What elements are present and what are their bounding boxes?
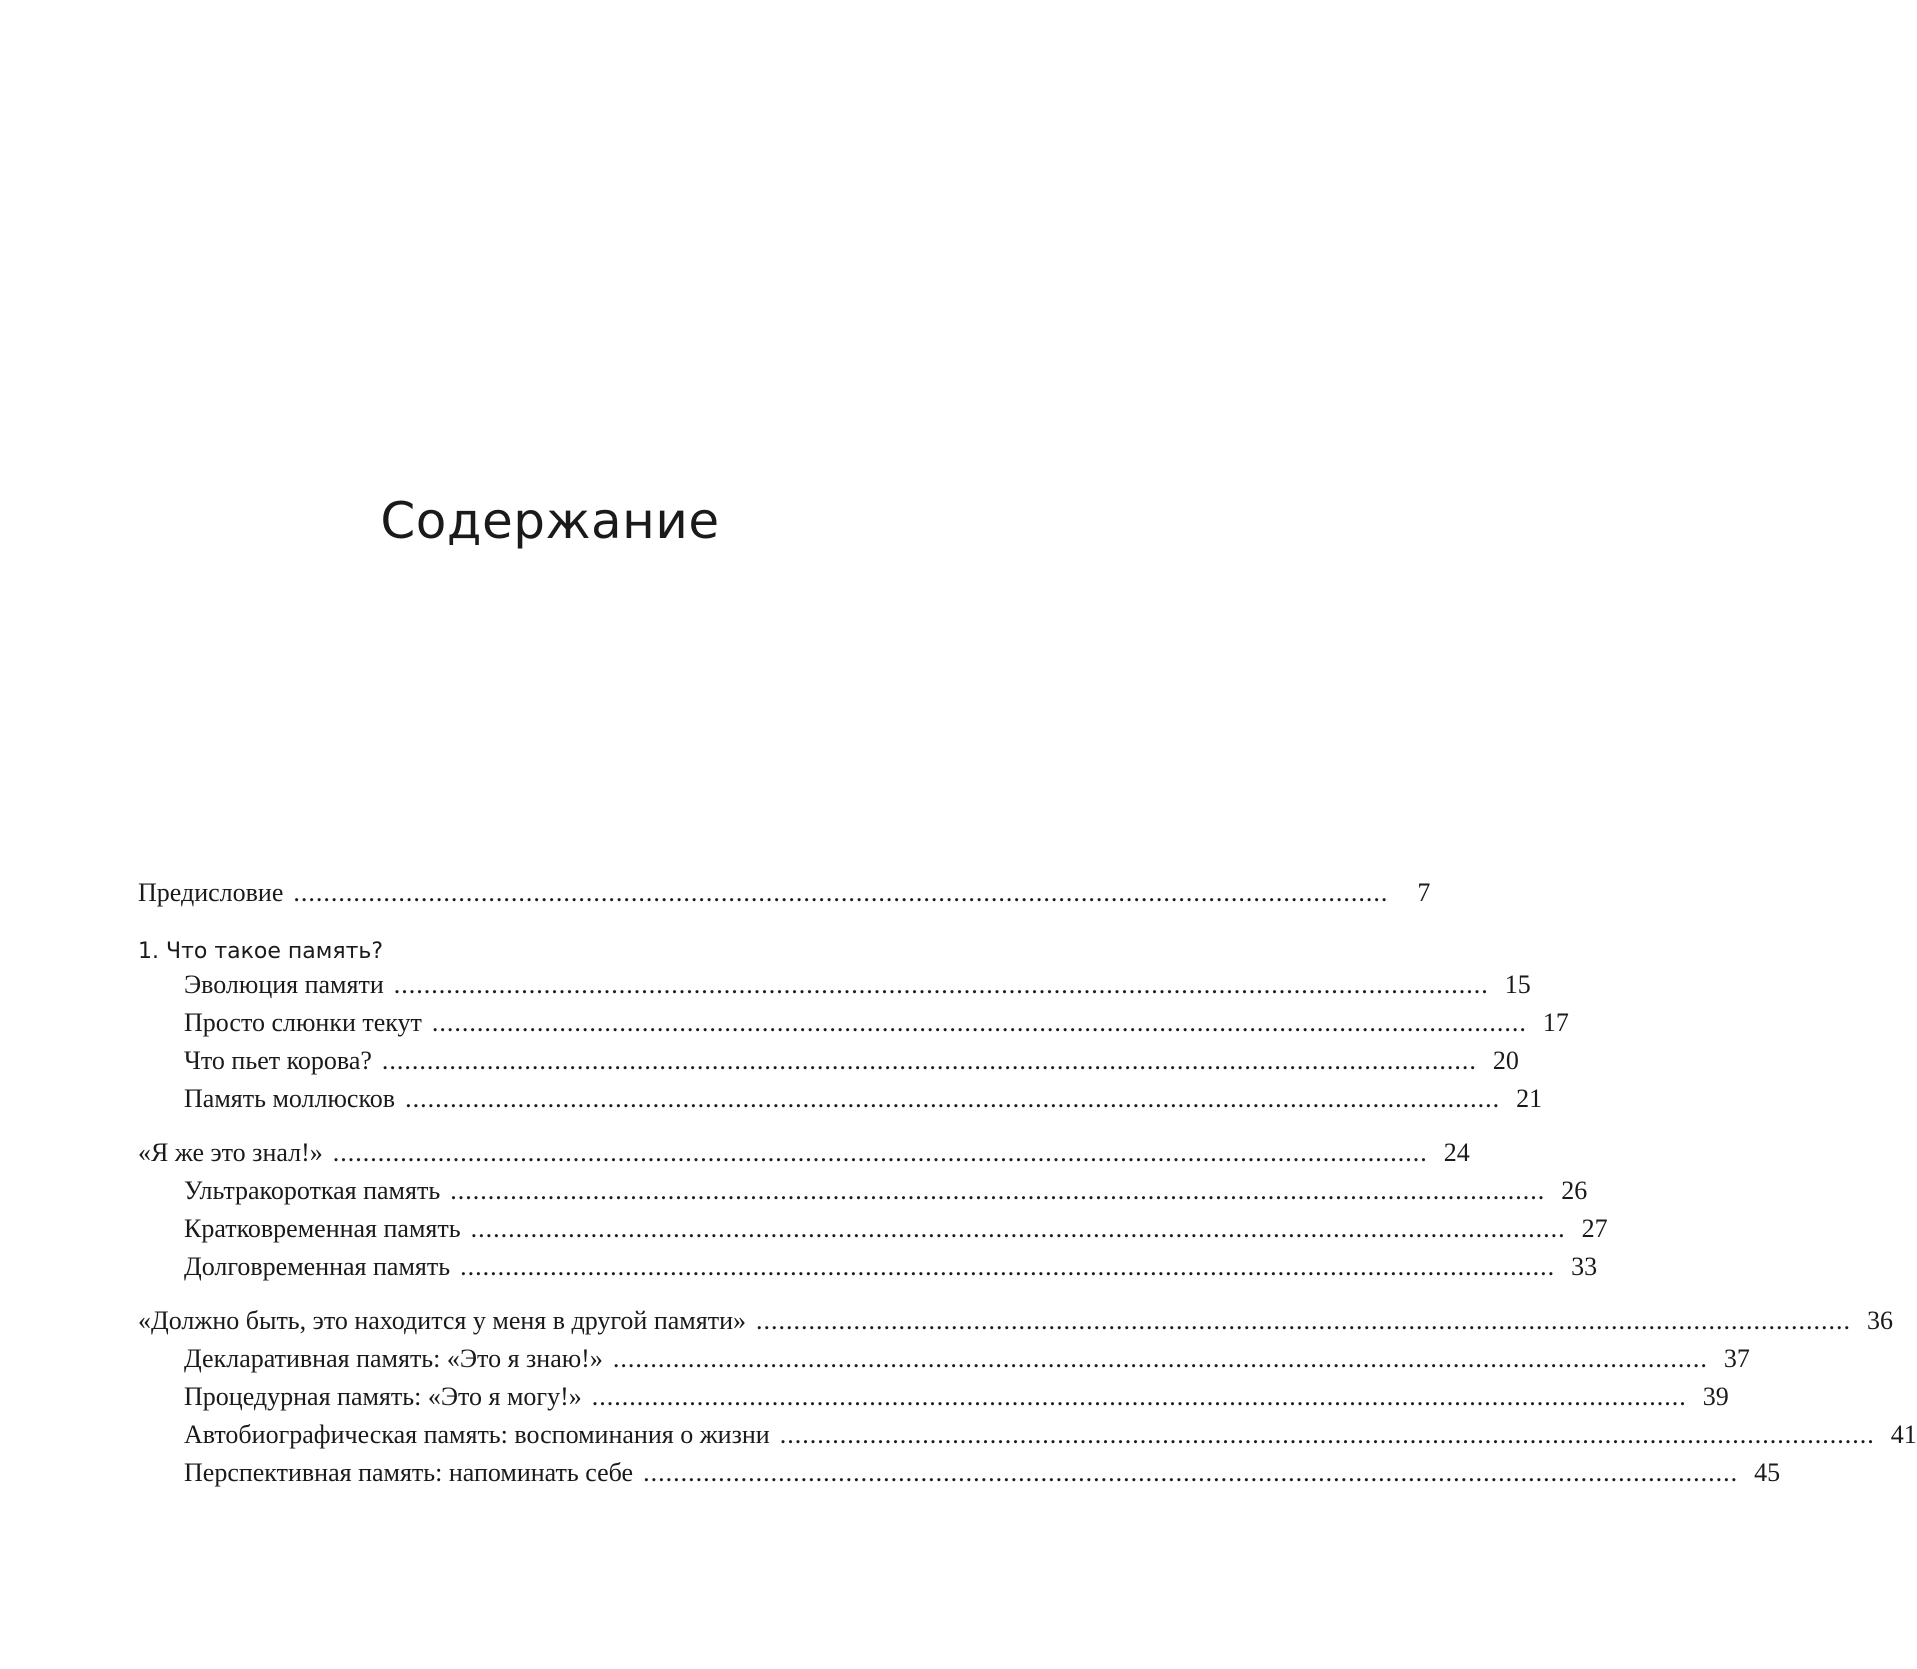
toc-entry[interactable] — [138, 1046, 1519, 1084]
toc-entry-page: 26 — [1561, 1176, 1588, 1205]
toc-entry[interactable] — [138, 1138, 1470, 1176]
toc-entry-page: 33 — [1571, 1252, 1598, 1281]
dot-leader: .................................................................................................................................................. — [450, 1176, 1546, 1205]
toc-entry-page: 37 — [1723, 1344, 1750, 1373]
toc-entry[interactable] — [138, 1420, 1917, 1458]
toc-entry[interactable] — [138, 1176, 1588, 1214]
toc-entry-page: 36 — [1866, 1306, 1893, 1335]
toc-entry-label: Долговременная память — [184, 1252, 451, 1281]
dot-leader: .................................................................................................................................................. — [332, 1138, 1428, 1167]
dot-leader: .................................................................................................................................................. — [431, 1008, 1527, 1037]
toc-entry-label: «Я же это знал!» — [138, 1138, 323, 1167]
toc-entry[interactable] — [138, 1084, 1543, 1122]
chapter-heading: 1. Что такое память? — [138, 938, 384, 964]
toc-entry[interactable] — [138, 1458, 1781, 1496]
toc-entry-label: Автобиографическая память: воспоминания о жизни — [184, 1420, 770, 1449]
dot-leader: .................................................................................................................................................. — [470, 1214, 1566, 1243]
toc-entry-page: 20 — [1492, 1046, 1519, 1075]
toc-entry-page: 7 — [1417, 878, 1431, 907]
dot-leader: .................................................................................................................................................. — [779, 1420, 1875, 1449]
dot-leader: .................................................................................................................................................. — [393, 970, 1489, 999]
toc-entry[interactable] — [138, 1306, 1893, 1344]
toc-entry-label: Ультракороткая память — [184, 1176, 441, 1205]
dot-leader: .................................................................................................................................................. — [460, 1252, 1556, 1281]
toc-entry[interactable] — [138, 1008, 1569, 1046]
page-title: Содержание — [380, 492, 720, 550]
toc-group-chapter-1 — [138, 932, 1569, 1122]
table-of-contents — [138, 878, 1917, 1496]
toc-group-preface — [138, 878, 1431, 916]
toc-entry[interactable] — [138, 1344, 1750, 1382]
dot-leader: .................................................................................................................................................. — [405, 1084, 1501, 1113]
toc-group-section-2 — [138, 1138, 1608, 1290]
dot-leader: .................................................................................................................................................. — [643, 1458, 1739, 1487]
toc-entry-page: 24 — [1443, 1138, 1470, 1167]
toc-entry-label: Кратковременная память — [184, 1214, 461, 1243]
toc-entry[interactable] — [138, 1252, 1598, 1290]
dot-leader: .................................................................................................................................................. — [755, 1306, 1851, 1335]
toc-entry-label: Просто слюнки текут — [184, 1008, 422, 1037]
toc-entry-page: 41 — [1890, 1420, 1917, 1449]
dot-leader: .................................................................................................................................................. — [293, 878, 1389, 907]
toc-entry-label: Перспективная память: напоминать себе — [184, 1458, 634, 1487]
toc-entry-page: 17 — [1542, 1008, 1569, 1037]
toc-entry-page: 21 — [1516, 1084, 1543, 1113]
toc-entry[interactable] — [138, 1382, 1729, 1420]
toc-entry-label: «Должно быть, это находится у меня в другой памяти» — [138, 1306, 746, 1335]
toc-entry-page: 39 — [1702, 1382, 1729, 1411]
toc-group-section-3 — [138, 1306, 1917, 1496]
toc-entry-label: Эволюция памяти — [184, 970, 384, 999]
toc-entry-label: Процедурная память: «Это я могу!» — [184, 1382, 582, 1411]
toc-entry-label: Память моллюсков — [184, 1084, 396, 1113]
toc-entry[interactable] — [138, 1214, 1608, 1252]
dot-leader: .................................................................................................................................................. — [591, 1382, 1687, 1411]
toc-entry-page: 27 — [1581, 1214, 1608, 1243]
toc-entry-label: Что пьет корова? — [184, 1046, 372, 1075]
toc-entry-page: 45 — [1754, 1458, 1781, 1487]
toc-entry-label: Предисловие — [138, 878, 284, 907]
dot-leader: .................................................................................................................................................. — [612, 1344, 1708, 1373]
toc-entry-label: Декларативная память: «Это я знаю!» — [184, 1344, 603, 1373]
dot-leader: .................................................................................................................................................. — [381, 1046, 1477, 1075]
toc-entry[interactable] — [138, 970, 1531, 1008]
toc-entry[interactable] — [138, 878, 1431, 916]
toc-entry-page: 15 — [1504, 970, 1531, 999]
